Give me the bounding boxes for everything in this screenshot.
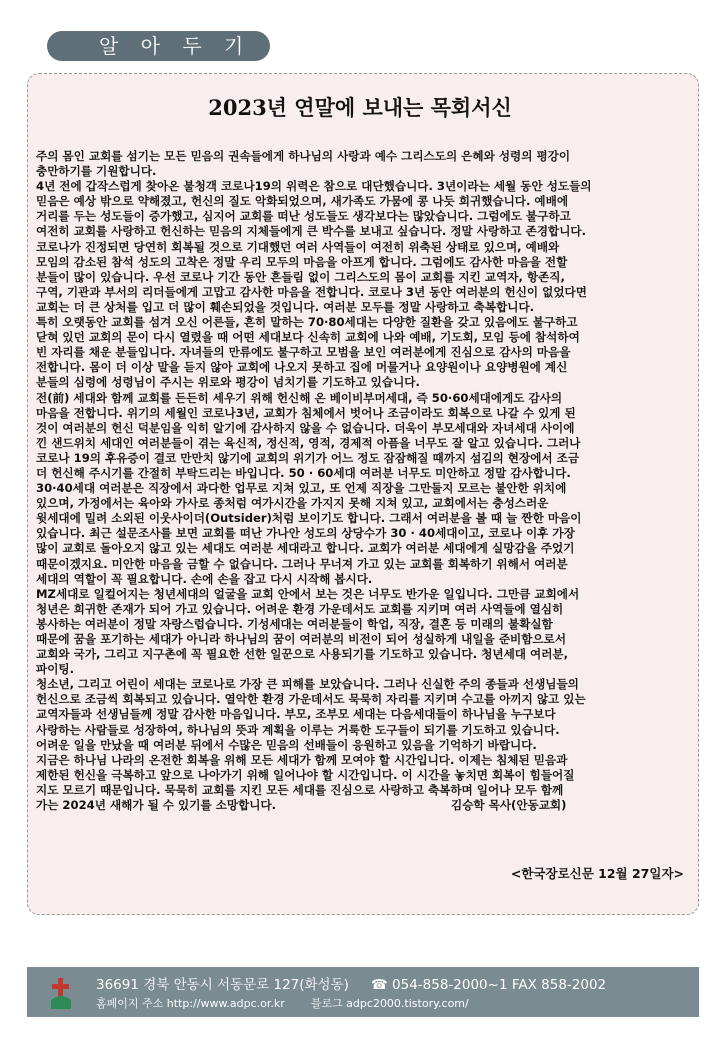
footer-homepage-link[interactable]: 홈페이지 주소 http://www.adpc.or.kr: [96, 997, 285, 1010]
body-line: 마음을 전합니다. 위기의 세월인 코로나3년, 교회가 침체에서 벗어나 조금이라도 회복으로 나갈 수 있게 된: [36, 405, 576, 420]
body-line: 가는 2024년 새해가 될 수 있기를 소망합니다. 김승학 목사(안동교회): [36, 798, 567, 813]
body-line: 헌신으로 조금씩 회복되고 있습니다. 열악한 환경 가운데서도 묵묵히 자리를 지키며 수고를 아끼지 않고 있는: [36, 692, 586, 707]
body-line: 30·40세대 여러분은 직장에서 과다한 업무로 지쳐 있고, 또 언제 직장을 그만둘지 모르는 불안한 위치에: [36, 481, 567, 496]
body-line: 4년 전에 갑작스럽게 찾아온 불청객 코로나19의 위력은 참으로 대단했습니다. 3년이라는 세월 동안 성도들의: [36, 179, 592, 194]
footer-web-line: [96, 995, 469, 1011]
body-line: MZ세대로 일컬어지는 청년세대의 얼굴을 교회 안에서 보는 것은 너무도 반가운 일입니다. 그만큼 교회에서: [36, 586, 580, 601]
footer-address-line: [96, 973, 606, 993]
footer-phone: ☎ 054-858-2000~1 FAX 858-2002: [370, 977, 607, 993]
body-line: 코로나 19의 후유증이 결코 만만치 않기에 교회의 위기가 어느 정도 잠잠해질 때까지 섬김의 현장에서 조금: [36, 450, 580, 465]
body-line: 더 헌신해 주시기를 간절히 부탁드리는 바입니다. 50 · 60세대 여러분 너무도 미안하고 정말 감사합니다.: [36, 465, 571, 480]
body-line: 있습니다. 최근 설문조사를 보면 교회를 떠난 가나안 성도의 상당수가 30 · 40세대이고, 코로나 이후 가장: [36, 526, 575, 541]
body-line: 있으며, 가정에서는 육아와 가사로 종처럼 여가시간을 가지지 못해 지쳐 있고, 교회에서는 충성스러운: [36, 496, 549, 511]
body-line: 낀 샌드위치 세대인 여러분들이 겪는 육신적, 정신적, 영적, 경제적 아픔을 너무도 잘 알고 있습니다. 그러나: [36, 435, 581, 450]
article-title: 2023년 연말에 보내는 목회서신: [208, 95, 512, 120]
church-logo-icon: [49, 976, 73, 1010]
body-line: 제한된 헌신을 극복하고 앞으로 나아가기 위해 일어나야 할 시간입니다. 이 시간을 놓치면 회복이 힘들어질: [36, 767, 575, 782]
body-line: 충만하기를 기원합니다.: [36, 164, 157, 179]
body-line: 닫혀 있던 교회의 문이 다시 열렸을 때 어떤 세대보다 신속히 교회에 나와 예배, 기도회, 모임 등에 참석하여: [36, 330, 580, 345]
body-line: 지도 모르기 때문입니다. 묵묵히 교회를 지킨 모든 세대를 진심으로 사랑하고 축복하며 일어나 모두 함께: [36, 782, 564, 797]
body-line: 때문이겠지요. 미안한 마음을 금할 수 없습니다. 그러나 무너져 가고 있는 교회를 회복하기 위해서 여러분: [36, 556, 568, 571]
body-line: 사랑하는 사람들로 성장하여, 하나님의 뜻과 계획을 이루는 거룩한 도구들이 되기를 기도하고 있습니다.: [36, 722, 560, 737]
footer-bar: [27, 967, 699, 1017]
body-line: 여전히 교회를 사랑하고 헌신하는 믿음의 지체들에게 큰 박수를 보내고 싶습니다. 정말 사랑하고 존경합니다.: [36, 224, 587, 239]
footer-address: 36691 경북 안동시 서동문로 127(화성동): [96, 977, 349, 993]
body-line: 지금은 하나님 나라의 온전한 회복을 위해 모든 세대가 함께 모여야 할 시간입니다. 이제는 침체된 믿음과: [36, 752, 568, 767]
footer-blog-link[interactable]: 블로그 adpc2000.tistory.com/: [310, 997, 469, 1010]
body-line: 교회와 국가, 그리고 지구촌에 꼭 필요한 선한 일꾼으로 사용되기를 기도하고 있습니다. 청년세대 여러분,: [36, 647, 569, 662]
body-line: 거리를 두는 성도들이 증가했고, 심지어 교회를 떠난 성도들도 생각보다는 많았습니다. 그럼에도 불구하고: [36, 209, 571, 224]
body-line: 구역, 기관과 부서의 리더들에게 고맙고 감사한 마음을 전합니다. 코로나 3년 동안 여러분의 헌신이 없었다면: [36, 284, 587, 299]
body-line: 전(前) 세대와 함께 교회를 든든히 세우기 위해 헌신해 온 베이비부머세대, 즉 50·60세대에게도 감사의: [36, 390, 563, 405]
article-body: [36, 149, 692, 813]
body-line: 청소년, 그리고 어린이 세대는 코로나로 가장 큰 피해를 보았습니다. 그러나 신실한 주의 종들과 선생님들의: [36, 677, 579, 692]
body-line: 때문에 꿈을 포기하는 세대가 아니라 하나님의 꿈이 여러분의 비전이 되어 성실하게 내일을 준비함으로서: [36, 632, 567, 646]
body-line: 믿음은 예상 밖으로 약해졌고, 헌신의 질도 악화되었으며, 새가족도 가뭄에 콩 나듯 희귀했습니다. 예배에: [36, 194, 569, 209]
author-signature: 김승학 목사(안동교회): [451, 798, 567, 813]
body-line: 분들이 많이 있습니다. 우선 코로나 기간 동안 흔들림 없이 그리스도의 몸이 교회를 지킨 교역자, 항존직,: [36, 269, 565, 284]
body-line: 모임의 감소된 참석 성도의 고착은 정말 우리 모두의 마음을 아프게 합니다. 그럼에도 감사한 마음을 전할: [36, 254, 568, 269]
body-line: 전합니다. 몸이 더 이상 말을 듣지 않아 교회에 나오지 못하고 집에 머물거나 요양원이나 요양병원에 계신: [36, 360, 568, 375]
body-line: 세대의 역할이 꼭 필요합니다. 손에 손을 잡고 다시 시작해 봅시다.: [36, 571, 373, 586]
body-line: 파이팅.: [36, 662, 75, 677]
body-line: 청년은 희귀한 존재가 되어 가고 있습니다. 어려운 환경 가운데서도 교회를 지키며 여러 사역들에 열심히: [36, 601, 564, 616]
section-header: 알 아 두 기: [47, 31, 270, 61]
body-line: 특히 오랫동안 교회를 섬겨 오신 어른들, 흔히 말하는 70·80세대는 다양한 질환을 갖고 있음에도 불구하고: [36, 315, 578, 330]
body-line: 분들의 심령에 성령님이 주시는 위로와 평강이 넘치기를 기도하고 있습니다.: [36, 375, 420, 390]
body-line: 어려운 일을 만났을 때 여러분 뒤에서 수많은 믿음의 선배들이 응원하고 있음을 기억하기 바랍니다.: [36, 737, 537, 752]
body-line: 교역자들과 선생님들께 정말 감사한 마음입니다. 부모, 조부모 세대는 다음세대들이 하나님을 누구보다: [36, 707, 556, 722]
article-source: <한국장로신문 12월 27일자>: [510, 866, 684, 881]
body-line: 주의 몸인 교회를 섬기는 모든 믿음의 권속들에게 하나님의 사랑과 예수 그리스도의 은혜와 성령의 평강이: [36, 149, 571, 163]
body-line: 교회는 더 큰 상처를 입고 더 많이 훼손되었을 것입니다. 여러분 모두를 정말 사랑하고 축복합니다.: [36, 299, 535, 314]
body-line: 빈 자리를 채운 분들입니다. 자녀들의 만류에도 불구하고 모범을 보인 여러분에게 진심으로 감사의 마음을: [36, 345, 571, 360]
body-line: 봉사하는 여러분이 정말 자랑스럽습니다. 기성세대는 여러분들이 학업, 직장, 결혼 등 미래의 불확실함: [36, 616, 553, 631]
body-line: 코로나가 진정되면 당연히 회복될 것으로 기대했던 여러 사역들이 여전히 위축된 상태로 있으며, 예배와: [36, 239, 560, 254]
body-line: 많이 교회로 돌아오지 않고 있는 세대도 여러분 세대라고 합니다. 교회가 여러분 세대에게 실망감을 주었기: [36, 541, 575, 556]
body-line: 윗세대에 밀려 소외된 이웃사이더(Outsider)처럼 보이기도 합니다. 그래서 여러분을 볼 때 늘 짠한 마음이: [36, 511, 582, 526]
body-line: 것이 여러분의 헌신 덕분임을 익히 알기에 감사하지 않을 수 없습니다. 더욱이 부모세대와 자녀세대 사이에: [36, 420, 575, 435]
